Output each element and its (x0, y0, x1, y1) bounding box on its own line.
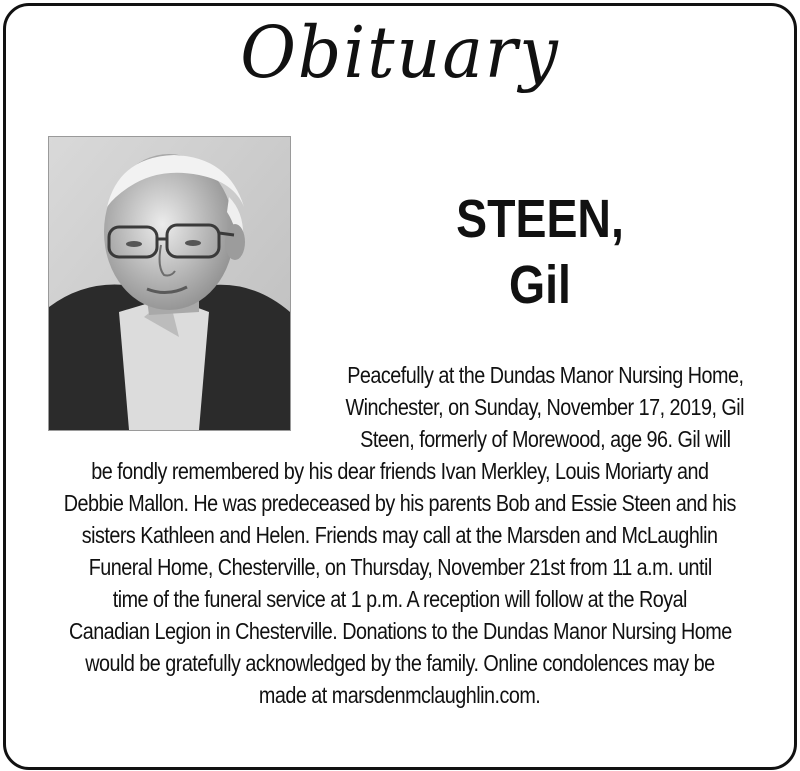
body-line: made at marsdenmclaughlin.com. (259, 682, 541, 708)
body-line: Peacefully at the Dundas Manor Nursing Home, (346, 362, 744, 388)
body-line: Debbie Mallon. He was predeceased by his parents Bob and Essie Steen and his (63, 490, 737, 516)
deceased-name (420, 186, 661, 318)
body-line: Canadian Legion in Chesterville. Donations to the Dundas Manor Nursing Home (68, 618, 732, 644)
body-line: Winchester, on Sunday, November 17, 2019, Gil (345, 394, 745, 420)
body-line: sisters Kathleen and Helen. Friends may call at the Marsden and McLaughlin (82, 522, 718, 548)
body-line: be fondly remembered by his dear friends Ivan Merkley, Louis Moriarty and (91, 458, 709, 484)
deceased-given-name: Gil (509, 255, 571, 315)
body-line: time of the funeral service at 1 p.m. A reception will follow at the Royal (112, 586, 688, 612)
portrait-photo (48, 136, 291, 431)
body-line: Steen, formerly of Morewood, age 96. Gil will (359, 426, 731, 452)
body-line: would be gratefully acknowledged by the family. Online condolences may be (85, 650, 715, 676)
obituary-heading: Obituary (240, 12, 560, 95)
deceased-surname: STEEN, (456, 189, 624, 249)
body-line: Funeral Home, Chesterville, on Thursday, November 21st from 11 a.m. until (88, 554, 712, 580)
